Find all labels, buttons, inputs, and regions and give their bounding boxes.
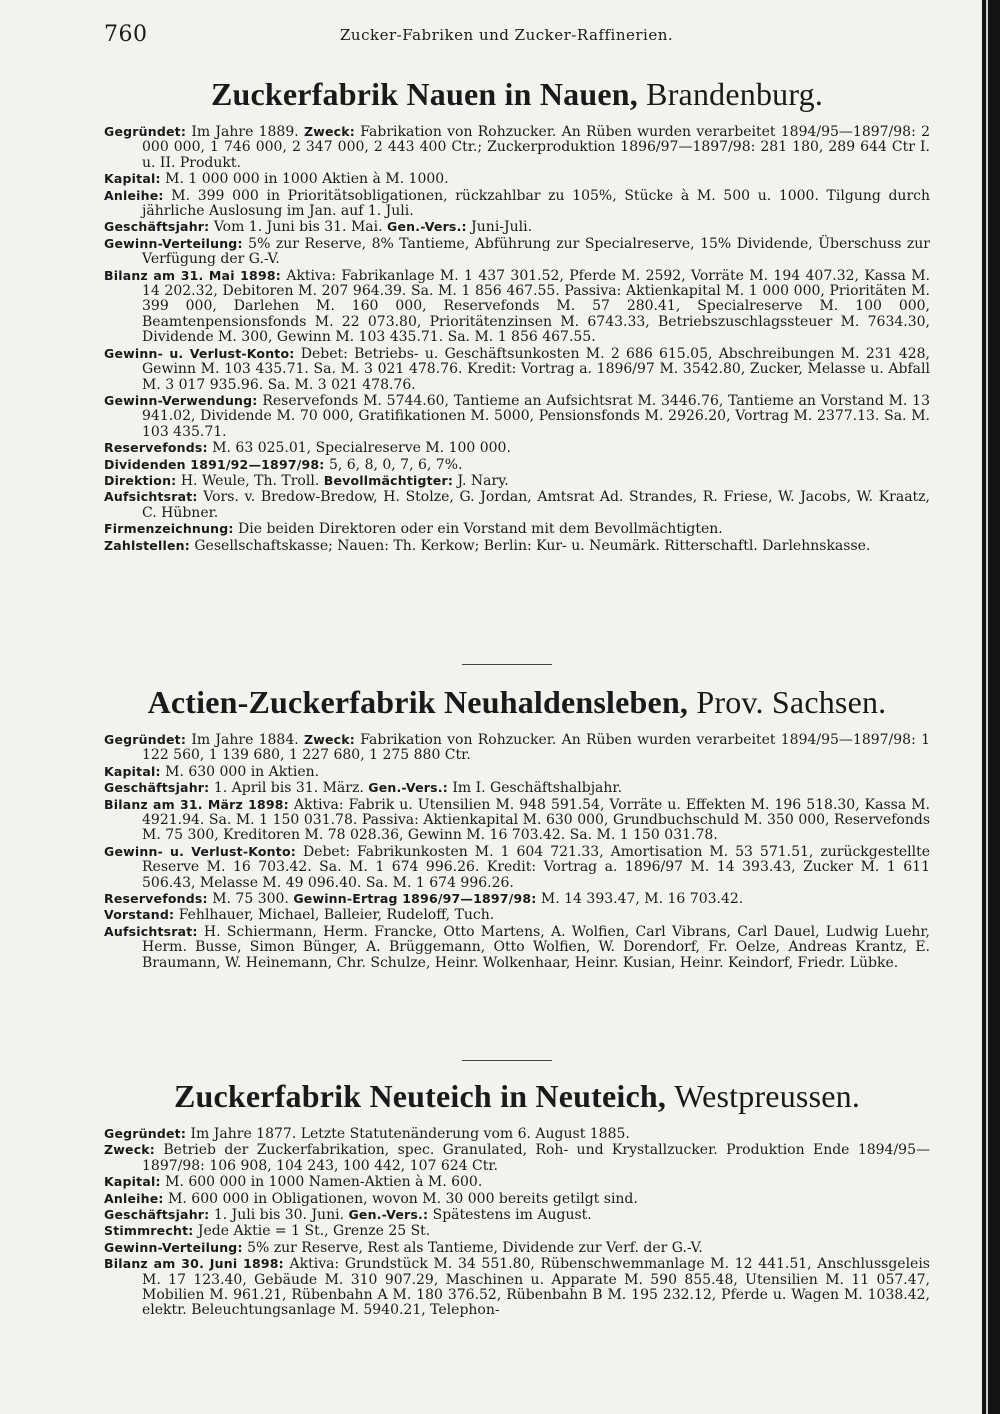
entry-paragraph <box>104 1142 930 1174</box>
field-label: Dividenden 1891/92—1897/98: <box>104 456 325 472</box>
field-label: Direktion: <box>104 472 177 488</box>
field-text: Im Jahre 1877. Letzte Statutenänderung vom 6. August 1885. <box>190 1126 630 1142</box>
field-label: Gen.-Vers.: <box>368 780 448 796</box>
entry-paragraph <box>104 440 930 456</box>
field-text: J. Nary. <box>457 472 509 489</box>
field-text: M. 600 000 in Obligationen, wovon M. 30 000 bereits getilgt sind. <box>168 1190 638 1207</box>
field-text: Aktiva: Grundstück M. 34 551.80, Rübenschwemmanlage M. 12 441.51, Anschlussgeleis M. 17 123.40, Gebäude M. 310 907.29, Maschinen u. Apparate M. 590 855.48, Utensilien M. 11 057.47, Mobilien M. 961.21, Rübenbahn A M. 180 376.52, Rübenbahn B M. 195 232.12, Pferde u. Wagen M. 1038.42, elektr. Beleuchtungsanlage M. 5940.21, Telephon- <box>142 1256 930 1319</box>
section-neuhaldensleben <box>104 682 930 971</box>
entry-paragraph <box>104 891 930 907</box>
section-body <box>104 732 930 971</box>
field-label: Gewinn-Ertrag 1896/97—1897/98: <box>293 891 537 907</box>
field-text: Debet: Betriebs- u. Geschäftsunkosten M. 2 686 615.05, Abschreibungen M. 231 428, Gewinn M. 103 435.71. Sa. M. 3 021 478.76. Kredit: Vortrag a. 1896/97 M. 3542.80, Zucker, Melasse u. Abfall M. 3 017 935.96. Sa. M. 3 021 478.76. <box>142 345 930 393</box>
field-label: Gewinn-Verwendung: <box>104 392 258 408</box>
field-label: Bilanz am 31. Mai 1898: <box>104 267 281 283</box>
title-main: Zuckerfabrik Neuteich in Neuteich, <box>173 1078 667 1114</box>
field-label: Anleihe: <box>104 187 164 203</box>
field-label: Geschäftsjahr: <box>104 780 210 796</box>
field-label: Kapital: <box>104 1174 161 1190</box>
entry-paragraph <box>104 797 930 844</box>
field-label: Anleihe: <box>104 1190 164 1206</box>
title-region: Westpreussen. <box>674 1078 861 1114</box>
field-text: M. 600 000 in 1000 Namen-Aktien à M. 600. <box>165 1174 483 1191</box>
field-text: Vors. v. Bredow-Bredow, H. Stolze, G. Jordan, Amtsrat Ad. Strandes, R. Friese, W. Jacobs, W. Kraatz, C. Hübner. <box>142 489 930 521</box>
section-neuteich <box>104 1076 930 1319</box>
field-text: H. Schiermann, Herm. Francke, Otto Martens, A. Wolfien, Carl Vibrans, Carl Dauel, Ludwig Luehr, Herm. Busse, Simon Bünger, A. Brüggemann, Otto Wolfien, W. Dorendorf, Fr. Oelze, Andreas Krantz, E. Braumann, W. Heinemann, Chr. Schulze, Heinr. Wolkenhaar, Heinr. Kusian, Heinr. Keindorf, Friedr. Lübke. <box>142 923 930 971</box>
entry-paragraph <box>104 1256 930 1319</box>
entry-paragraph <box>104 236 930 268</box>
field-text: Juni-Juli. <box>471 219 533 236</box>
field-label: Bevollmächtigter: <box>323 472 454 488</box>
entry-paragraph <box>104 457 930 473</box>
entry-paragraph <box>104 924 930 971</box>
page-edge-border <box>982 0 1000 1414</box>
field-label: Kapital: <box>104 171 161 187</box>
field-label: Gewinn- u. Verlust-Konto: <box>104 345 295 361</box>
section-nauen <box>104 74 930 554</box>
section-title <box>104 682 930 722</box>
entry-paragraph <box>104 346 930 393</box>
entry-paragraph <box>104 764 930 780</box>
field-text: Jede Aktie = 1 St., Grenze 25 St. <box>197 1223 431 1240</box>
entry-paragraph <box>104 1174 930 1190</box>
field-label: Gegründet: <box>104 124 187 139</box>
field-text: M. 14 393.47, M. 16 703.42. <box>540 891 744 908</box>
entry-paragraph <box>104 171 930 187</box>
field-label: Firmenzeichnung: <box>104 521 234 537</box>
entry-paragraph <box>104 1207 930 1223</box>
entry-paragraph <box>104 489 930 521</box>
field-text: Debet: Fabrikunkosten M. 1 604 721.33, Amortisation M. 53 571.51, zurückgestellte Reserve M. 16 703.42. Sa. M. 1 674 996.26. Kredit: Vortrag a. 1896/97 M. 14 393.43, Zucker M. 1 611 506.43, Melasse M. 49 096.40. Sa. M. 1 674 996.26. <box>142 843 930 891</box>
field-text: 1. Juli bis 30. Juni. <box>213 1207 349 1224</box>
entry-paragraph <box>104 780 930 796</box>
field-label: Reservefonds: <box>104 891 208 907</box>
field-text: M. 630 000 in Aktien. <box>165 763 320 780</box>
field-text: H. Weule, Th. Troll. <box>180 472 324 489</box>
entry-paragraph <box>104 219 930 235</box>
field-label: Geschäftsjahr: <box>104 219 210 235</box>
field-label: Gen.-Vers.: <box>387 219 467 235</box>
field-label: Gegründet: <box>104 1126 187 1141</box>
field-text: 1. April bis 31. März. <box>213 780 369 797</box>
field-label: Zweck: <box>303 124 355 139</box>
field-text: Im Jahre 1889. <box>191 124 304 140</box>
entry-paragraph <box>104 1223 930 1239</box>
field-text: Aktiva: Fabrikanlage M. 1 437 301.52, Pferde M. 2592, Vorräte M. 194 407.32, Kassa M. 14 202.32, Debitoren M. 207 964.39. Sa. M. 1 856 467.55. Passiva: Aktienkapital M. 1 000 000, Prioritäten M. 399 000, Darlehen M. 160 000, Reservefonds M. 57 280.41, Specialreserve M. 100 000, Beamtenpensionsfonds M. 22 073.80, Prioritätenzinsen M. 6743.33, Betriebszuschlagssteuer M. 7634.30, Dividende M. 300, Gewinn M. 103 435.71. Sa. M. 1 856 467.55. <box>142 267 931 346</box>
title-main: Zuckerfabrik Nauen in Nauen, <box>210 76 638 112</box>
field-text: Gesellschaftskasse; Nauen: Th. Kerkow; Berlin: Kur- u. Neumärk. Ritterschaftl. Darlehnskasse. <box>194 537 871 554</box>
section-divider <box>462 1060 552 1061</box>
field-label: Gen.-Vers.: <box>348 1207 429 1223</box>
field-text: Vom 1. Juni bis 31. Mai. <box>213 219 388 236</box>
section-divider <box>462 664 552 665</box>
entry-paragraph <box>104 538 930 554</box>
entry-paragraph <box>104 1191 930 1207</box>
entry-paragraph <box>104 844 930 891</box>
running-title: Zucker-Fabriken und Zucker-Raffinerien. <box>340 26 674 44</box>
field-label: Zweck: <box>303 732 355 747</box>
field-text: Im Jahre 1884. <box>191 732 304 748</box>
field-label: Stimmrecht: <box>104 1223 194 1239</box>
entry-paragraph <box>104 1126 930 1142</box>
field-label: Zahlstellen: <box>104 537 190 553</box>
field-label: Aufsichtsrat: <box>104 923 198 939</box>
field-label: Zweck: <box>104 1142 156 1158</box>
entry-paragraph <box>104 124 930 171</box>
section-body <box>104 124 930 554</box>
field-label: Geschäftsjahr: <box>104 1207 210 1223</box>
field-text: 5% zur Reserve, 8% Tantieme, Abführung zur Specialreserve, 15% Dividende, Überschuss zur Verfügung der G.-V. <box>142 235 930 268</box>
field-text: M. 399 000 in Prioritätsobligationen, rückzahlbar zu 105%, Stücke à M. 500 u. 1000. Tilgung durch jährliche Auslosung im Jan. auf 1. Juli. <box>142 187 931 220</box>
field-text: M. 1 000 000 in 1000 Aktien à M. 1000. <box>165 171 449 188</box>
entry-paragraph <box>104 473 930 489</box>
field-label: Gewinn-Verteilung: <box>104 1239 243 1255</box>
entry-paragraph <box>104 1240 930 1256</box>
field-text: Reservefonds M. 5744.60, Tantieme an Aufsichtsrat M. 3446.76, Tantieme an Vorstand M. 13 941.02, Dividende M. 70 000, Gratifikationen M. 5000, Pensionsfonds M. 2926.20, Vortrag M. 2377.13. Sa. M. 103 435.71. <box>142 392 930 440</box>
field-text: Spätestens im August. <box>432 1207 592 1224</box>
field-label: Kapital: <box>104 763 161 779</box>
field-label: Bilanz am 31. März 1898: <box>104 796 289 812</box>
field-text: 5% zur Reserve, Rest als Tantieme, Dividende zur Verf. der G.-V. <box>247 1239 703 1256</box>
entry-paragraph <box>104 188 930 220</box>
field-text: M. 63 025.01, Specialreserve M. 100 000. <box>212 440 511 457</box>
field-label: Reservefonds: <box>104 440 208 456</box>
title-main: Actien-Zuckerfabrik Neuhaldensleben, <box>147 684 689 720</box>
entry-paragraph <box>104 521 930 537</box>
section-body <box>104 1126 930 1319</box>
field-label: Gewinn- u. Verlust-Konto: <box>104 843 296 859</box>
field-text: Fehlhauer, Michael, Balleier, Rudeloff, Tuch. <box>178 907 495 924</box>
field-text: 5, 6, 8, 0, 7, 6, 7%. <box>328 456 463 473</box>
section-title <box>104 74 930 114</box>
entry-paragraph <box>104 907 930 923</box>
field-text: Fabrikation von Rohzucker. An Rüben wurden verarbeitet 1894/95—1897/98: 2 000 000, 1 746 000, 2 347 000, 2 443 400 Ctr.; Zuckerproduktion 1896/97—1897/98: 281 180, 289 644 Ctr I. u. II. Produkt. <box>142 124 930 171</box>
field-label: Bilanz am 30. Juni 1898: <box>104 1256 284 1272</box>
field-text: Aktiva: Fabrik u. Utensilien M. 948 591.54, Vorräte u. Effekten M. 196 518.30, Kassa M. 4921.94. Sa. M. 1 150 031.78. Passiva: Aktienkapital M. 630 000, Grundbuchschuld M. 350 000, Reservefonds M. 75 300, Kreditoren M. 78 028.36, Gewinn M. 16 703.42. Sa. M. 1 150 031.78. <box>142 796 930 844</box>
entry-paragraph <box>104 268 930 346</box>
field-label: Gewinn-Verteilung: <box>104 235 243 251</box>
field-text: Im I. Geschäftshalbjahr. <box>452 780 623 797</box>
section-title <box>104 1076 930 1116</box>
title-region: Brandenburg. <box>646 76 824 112</box>
running-header <box>0 22 980 52</box>
title-region: Prov. Sachsen. <box>696 684 887 720</box>
page-number: 760 <box>104 22 148 47</box>
entry-paragraph <box>104 393 930 440</box>
entry-paragraph <box>104 732 930 764</box>
field-label: Gegründet: <box>104 732 187 747</box>
field-label: Vorstand: <box>104 907 175 923</box>
field-text: Fabrikation von Rohzucker. An Rüben wurden verarbeitet 1894/95—1897/98: 1 122 560, 1 139 680, 1 227 680, 1 275 880 Ctr. <box>142 732 930 764</box>
field-text: Betrieb der Zuckerfabrikation, spec. Granulated, Roh- und Krystallzucker. Produktion Ende 1894/95—1897/98: 106 908, 104 243, 100 442, 107 624 Ctr. <box>142 1142 931 1174</box>
field-text: M. 75 300. <box>212 891 294 908</box>
field-label: Aufsichtsrat: <box>104 489 198 505</box>
field-text: Die beiden Direktoren oder ein Vorstand mit dem Bevollmächtigten. <box>238 521 723 538</box>
